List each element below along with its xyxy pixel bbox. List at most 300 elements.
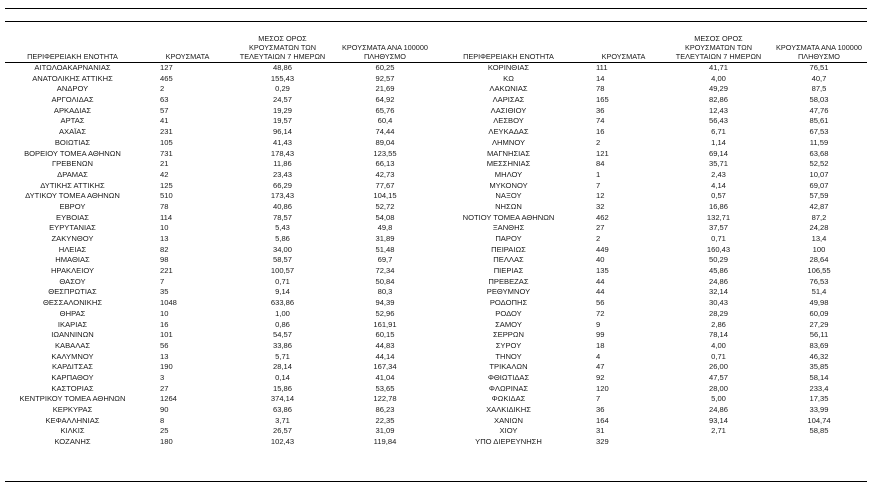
cell-per: 35,85 (809, 362, 829, 372)
cell-area: ΠΡΕΒΕΖΑΣ (488, 276, 529, 286)
cell-cases: 135 (596, 266, 609, 276)
cell-per: 49,98 (809, 298, 829, 308)
cell-avg: 0,71 (711, 351, 726, 361)
cell-cases: 190 (160, 362, 173, 372)
cell-per: 11,59 (809, 137, 829, 147)
cell-area: ΘΗΡΑΣ (59, 308, 86, 318)
cell-area: ΚΕΝΤΡΙΚΟΥ ΤΟΜΕΑ ΑΘΗΝΩΝ (19, 394, 126, 404)
table-row (5, 309, 440, 320)
cell-avg: 93,14 (708, 415, 728, 425)
cell-per: 63,68 (809, 148, 829, 158)
cell-cases: 40 (596, 255, 605, 265)
cell-avg: 0,14 (275, 372, 290, 382)
cell-cases: 78 (160, 201, 169, 211)
cell-per: 104,74 (807, 415, 831, 425)
cell-area: ΞΑΝΘΗΣ (492, 223, 525, 233)
cell-per: 44,14 (375, 351, 395, 361)
header-avg-line3: ΤΕΛΕΥΤΑΙΩΝ 7 ΗΜΕΡΩΝ (239, 52, 326, 61)
cell-avg: 19,29 (272, 105, 292, 115)
cell-cases: 31 (596, 426, 605, 436)
table-row (441, 159, 872, 170)
cell-avg: 28,00 (708, 383, 728, 393)
cell-avg: 132,71 (706, 212, 731, 222)
table-row (5, 149, 440, 160)
cell-cases: 57 (160, 105, 169, 115)
table-row (441, 84, 872, 95)
cell-cases: 72 (596, 308, 605, 318)
cell-per: 60,15 (375, 330, 395, 340)
cell-cases: 1264 (160, 394, 177, 404)
cell-avg: 5,00 (711, 394, 726, 404)
cell-area: ΚΑΛΥΜΝΟΥ (51, 351, 94, 361)
cell-per: 119,84 (373, 437, 397, 447)
cell-avg: 47,57 (708, 372, 728, 382)
cell-area: ΝΟΤΙΟΥ ΤΟΜΕΑ ΑΘΗΝΩΝ (462, 212, 555, 222)
cell-cases: 9 (596, 319, 601, 329)
cell-avg: 49,29 (708, 84, 728, 94)
header-avg-line2: ΚΡΟΥΣΜΑΤΩΝ ΤΩΝ (685, 43, 752, 52)
cell-per: 60,09 (809, 308, 829, 318)
cell-area: ΖΑΚΥΝΘΟΥ (51, 234, 94, 243)
cell-avg: 45,86 (708, 266, 728, 276)
table-row (441, 266, 872, 277)
table-row (441, 213, 872, 224)
cell-avg: 102,43 (270, 437, 295, 447)
cell-per: 233,4 (809, 383, 829, 393)
cell-per: 74,44 (375, 127, 395, 137)
table-row (441, 320, 872, 331)
cell-avg: 2,43 (711, 169, 726, 179)
cell-area: ΚΕΡΚΥΡΑΣ (52, 405, 93, 414)
cell-area: ΜΗΛΟΥ (494, 169, 523, 179)
header-per-line1: ΚΡΟΥΣΜΑΤΑ ΑΝΑ 100000 (342, 43, 428, 52)
cell-cases: 114 (160, 212, 173, 222)
cell-avg: 6,71 (711, 127, 726, 137)
cell-avg: 0,57 (711, 191, 726, 201)
cell-cases: 7 (160, 276, 165, 286)
cell-cases: 27 (160, 383, 169, 393)
table-top-rule (5, 8, 867, 9)
cell-cases: 465 (160, 73, 173, 83)
table-row (5, 84, 440, 95)
cell-area: ΣΑΜΟΥ (495, 319, 522, 329)
cell-per: 89,04 (375, 137, 395, 147)
cell-avg: 19,57 (272, 116, 292, 126)
cell-avg: 0,71 (711, 234, 726, 243)
cell-area: ΧΙΟΥ (499, 426, 518, 436)
cell-area: ΜΑΓΝΗΣΙΑΣ (486, 148, 531, 158)
table-row (441, 426, 872, 437)
cell-avg: 66,29 (272, 180, 292, 190)
cell-per: 67,53 (809, 127, 829, 137)
table-row (441, 437, 872, 448)
cell-area: ΚΕΦΑΛΛΗΝΙΑΣ (45, 415, 100, 425)
cell-avg: 26,00 (708, 362, 728, 372)
right-table (441, 63, 872, 448)
cell-area: ΛΕΣΒΟΥ (493, 116, 524, 126)
cell-avg: 78,57 (272, 212, 292, 222)
table-row (441, 202, 872, 213)
cell-area: ΝΗΣΩΝ (495, 201, 522, 211)
table-row (5, 213, 440, 224)
cell-avg: 23,43 (272, 169, 292, 179)
cell-area: ΦΘΙΩΤΙΔΑΣ (487, 372, 530, 382)
table-row (5, 138, 440, 149)
table-row (441, 127, 872, 138)
table-bottom-rule (5, 481, 867, 482)
header-area: ΠΕΡΙΦΕΡΕΙΑΚΗ ΕΝΟΤΗΤΑ (463, 52, 554, 61)
cell-per: 50,84 (375, 276, 395, 286)
cell-avg: 30,43 (708, 298, 728, 308)
cell-per: 52,72 (375, 201, 395, 211)
cell-avg: 9,14 (275, 287, 290, 297)
cell-cases: 121 (596, 148, 609, 158)
table-row (441, 116, 872, 127)
cell-cases: 12 (596, 191, 605, 201)
cell-area: ΠΑΡΟΥ (495, 234, 522, 243)
cell-avg: 374,14 (270, 394, 295, 404)
header-per-line2: ΠΛΗΘΥΣΜΟ (364, 52, 406, 61)
cell-cases: 1048 (160, 298, 177, 308)
cell-per: 42,87 (809, 201, 829, 211)
table-row (5, 170, 440, 181)
cell-per: 51,48 (375, 244, 395, 254)
cell-per: 24,28 (809, 223, 829, 233)
cell-avg: 0,29 (275, 84, 290, 94)
header-per-line1: ΚΡΟΥΣΜΑΤΑ ΑΝΑ 100000 (776, 43, 862, 52)
header-avg-line1: ΜΕΣΟΣ ΟΡΟΣ (694, 34, 743, 43)
cell-area: ΗΜΑΘΙΑΣ (55, 255, 90, 265)
cell-area: ΒΟΙΩΤΙΑΣ (54, 137, 91, 147)
cell-area: ΧΑΛΚΙΔΙΚΗΣ (486, 405, 531, 414)
cell-per: 46,32 (809, 351, 829, 361)
header-avg-line2: ΚΡΟΥΣΜΑΤΩΝ ΤΩΝ (249, 43, 316, 52)
cell-cases: 47 (596, 362, 605, 372)
cell-cases: 10 (160, 223, 169, 233)
right-header-row (441, 24, 872, 62)
table-row (441, 287, 872, 298)
table-top-rule-inner (5, 21, 867, 22)
cell-avg: 1,00 (275, 308, 290, 318)
cell-cases: 7 (596, 394, 601, 404)
table-row (441, 394, 872, 405)
cell-per: 65,76 (375, 105, 395, 115)
cell-per: 27,29 (809, 319, 829, 329)
cell-area: ΑΝΑΤΟΛΙΚΗΣ ΑΤΤΙΚΗΣ (32, 73, 113, 83)
cell-per: 54,08 (375, 212, 395, 222)
cell-cases: 44 (596, 287, 605, 297)
cell-per: 69,07 (809, 180, 829, 190)
table-row (441, 362, 872, 373)
cell-cases: 4 (596, 351, 601, 361)
table-row (5, 159, 440, 170)
cell-per: 83,69 (809, 340, 829, 350)
cell-cases: 98 (160, 255, 169, 265)
cell-per: 57,59 (809, 191, 829, 201)
cell-area: ΛΗΜΝΟΥ (491, 137, 526, 147)
cell-per: 86,23 (375, 405, 395, 414)
cell-cases: 10 (160, 308, 169, 318)
cell-cases: 36 (596, 405, 605, 414)
cell-per: 161,91 (373, 319, 397, 329)
cell-cases: 56 (160, 340, 169, 350)
cell-avg: 1,14 (711, 137, 726, 147)
table-row (5, 191, 440, 202)
cell-cases: 1 (596, 169, 601, 179)
cell-area: ΠΕΛΛΑΣ (493, 255, 524, 265)
cell-avg: 96,14 (272, 127, 292, 137)
cell-area: ΤΡΙΚΑΛΩΝ (489, 362, 528, 372)
table-row (5, 298, 440, 309)
table-row (5, 234, 440, 245)
cell-cases: 21 (160, 159, 169, 169)
cell-cases: 13 (160, 234, 169, 243)
cell-cases: 3 (160, 372, 165, 382)
table-row (5, 266, 440, 277)
table-row (5, 437, 440, 448)
header-cases: ΚΡΟΥΣΜΑΤΑ (165, 52, 210, 61)
table-row (5, 277, 440, 288)
cell-per (766, 437, 872, 448)
table-row (5, 426, 440, 437)
cell-area: ΠΙΕΡΙΑΣ (493, 266, 524, 276)
cell-cases: 14 (596, 73, 605, 83)
table-row (441, 223, 872, 234)
cell-cases: 231 (160, 127, 173, 137)
cell-area: ΔΥΤΙΚΟΥ ΤΟΜΕΑ ΑΘΗΝΩΝ (25, 191, 120, 201)
cell-per: 28,64 (809, 255, 829, 265)
cell-cases: 25 (160, 426, 169, 436)
cell-cases: 16 (160, 319, 169, 329)
cell-cases: 8 (160, 415, 165, 425)
cell-per: 94,39 (375, 298, 395, 308)
cell-avg: 11,86 (273, 159, 292, 169)
cell-avg: 24,57 (272, 95, 292, 105)
cell-per: 47,76 (809, 105, 829, 115)
cell-area: ΗΡΑΚΛΕΙΟΥ (50, 266, 95, 276)
cell-per: 87,2 (811, 212, 827, 222)
cell-avg: 48,86 (272, 63, 292, 72)
cell-area: ΜΥΚΟΝΟΥ (489, 180, 528, 190)
cell-per: 31,09 (375, 426, 395, 436)
cell-cases: 111 (596, 63, 608, 72)
cell-area: ΡΕΘΥΜΝΟΥ (486, 287, 531, 297)
table-row (441, 191, 872, 202)
table-row (5, 74, 440, 85)
cell-per: 85,61 (809, 116, 829, 126)
cell-avg: 28,14 (272, 362, 292, 372)
cell-area: ΛΑΚΩΝΙΑΣ (489, 84, 528, 94)
cell-per: 72,34 (375, 266, 395, 276)
table-row (5, 181, 440, 192)
cell-per: 44,83 (375, 340, 395, 350)
table-row (5, 362, 440, 373)
cell-area: ΘΑΣΟΥ (59, 276, 86, 286)
table-row (5, 341, 440, 352)
table-row (441, 170, 872, 181)
cell-per: 40,7 (811, 73, 827, 83)
cell-avg: 2,86 (711, 319, 726, 329)
cell-area: ΕΥΒΟΙΑΣ (56, 212, 89, 222)
cell-avg: 56,43 (708, 116, 728, 126)
table-row (5, 255, 440, 266)
cell-area: ΑΡΓΟΛΙΔΑΣ (51, 95, 94, 105)
table-row (441, 405, 872, 416)
cell-per: 92,57 (375, 73, 395, 83)
header-avg-line3: ΤΕΛΕΥΤΑΙΩΝ 7 ΗΜΕΡΩΝ (675, 52, 762, 61)
cell-cases: 42 (160, 169, 169, 179)
table-row (5, 330, 440, 341)
cell-avg: 41,71 (708, 63, 728, 72)
table-row (441, 138, 872, 149)
table-row (441, 298, 872, 309)
cell-cases: 92 (596, 372, 605, 382)
cell-area: ΑΡΤΑΣ (60, 116, 85, 126)
table-row (5, 320, 440, 331)
cell-area: ΑΙΤΩΛΟΑΚΑΡΝΑΝΙΑΣ (34, 63, 111, 72)
cell-cases: 41 (160, 116, 169, 126)
header-avg (671, 34, 766, 62)
cell-per: 31,89 (375, 234, 395, 243)
left-header-row (5, 24, 440, 62)
table-row (441, 245, 872, 256)
cell-per: 104,15 (373, 191, 397, 201)
cell-avg: 160,43 (706, 244, 731, 254)
cell-area: ΙΩΑΝΝΙΝΩΝ (51, 330, 94, 340)
cell-avg: 100,57 (270, 266, 295, 276)
cell-per: 122,78 (373, 394, 397, 404)
cell-area: ΑΧΑΪΑΣ (58, 127, 87, 137)
cell-area: ΤΗΝΟΥ (495, 351, 522, 361)
cell-avg: 32,14 (708, 287, 728, 297)
table-row (5, 373, 440, 384)
table-row (441, 416, 872, 427)
cell-avg: 82,86 (708, 95, 728, 105)
table-row (5, 245, 440, 256)
cell-cases: 56 (596, 298, 605, 308)
cell-cases: 27 (596, 223, 605, 233)
table-row (5, 223, 440, 234)
cell-avg: 33,86 (272, 340, 292, 350)
cell-area: ΦΩΚΙΔΑΣ (491, 394, 526, 404)
cell-cases: 16 (596, 127, 605, 137)
cell-per: 58,85 (809, 426, 829, 436)
table-row (441, 106, 872, 117)
table-row (5, 106, 440, 117)
cell-area: ΚΑΣΤΟΡΙΑΣ (51, 383, 94, 393)
table-row (5, 405, 440, 416)
cell-cases: 7 (596, 180, 601, 190)
cell-per: 60,4 (377, 116, 393, 126)
table-row (5, 352, 440, 363)
cell-cases: 82 (160, 244, 169, 254)
cell-avg: 58,57 (272, 255, 292, 265)
cell-avg: 15,86 (272, 383, 292, 393)
cell-area: ΝΑΞΟΥ (495, 191, 522, 201)
cell-area: ΛΑΡΙΣΑΣ (492, 95, 525, 105)
table-row (5, 287, 440, 298)
cell-avg: 155,43 (270, 73, 295, 83)
cell-cases: 32 (596, 201, 605, 211)
cell-area: ΣΥΡΟΥ (495, 340, 522, 350)
table-row (441, 352, 872, 363)
table-row (441, 309, 872, 320)
header-cases: ΚΡΟΥΣΜΑΤΑ (601, 52, 646, 61)
cell-per: 58,03 (809, 95, 829, 105)
table-row (441, 74, 872, 85)
cell-area: ΦΛΩΡΙΝΑΣ (488, 383, 529, 393)
table-row (441, 277, 872, 288)
cell-cases: 165 (596, 95, 609, 105)
cell-per: 106,55 (807, 266, 831, 276)
cell-area: ΔΡΑΜΑΣ (57, 169, 88, 179)
cell-per: 22,35 (375, 415, 395, 425)
cell-cases: 44 (596, 276, 605, 286)
header-per-line2: ΠΛΗΘΥΣΜΟ (798, 52, 840, 61)
header-per (766, 43, 872, 62)
cell-cases: 127 (160, 63, 173, 72)
cell-area: ΚΑΡΠΑΘΟΥ (51, 372, 94, 382)
cell-per: 100 (812, 244, 826, 254)
cell-cases: 164 (596, 415, 609, 425)
cell-per: 52,96 (375, 308, 395, 318)
cell-per: 76,53 (809, 276, 829, 286)
cell-avg: 2,71 (711, 426, 726, 436)
cell-cases: 99 (596, 330, 605, 340)
table-row (441, 181, 872, 192)
cell-area: ΛΑΣΙΘΙΟΥ (490, 105, 527, 115)
cell-cases: 449 (596, 244, 609, 254)
cell-cases: 462 (596, 212, 609, 222)
cell-cases: 731 (160, 148, 173, 158)
cell-cases: 101 (160, 330, 173, 340)
cell-avg: 16,86 (708, 201, 728, 211)
cell-per: 49,8 (377, 223, 393, 233)
cell-area: ΜΕΣΣΗΝΙΑΣ (486, 159, 531, 169)
cell-per: 33,99 (809, 405, 829, 414)
cell-avg: 633,86 (270, 298, 295, 308)
cell-avg: 35,71 (708, 159, 728, 169)
cell-avg: 5,71 (275, 351, 290, 361)
cell-avg: 54,57 (272, 330, 292, 340)
cell-per: 10,07 (809, 169, 829, 179)
cell-avg: 4,00 (711, 340, 726, 350)
cell-area: ΙΚΑΡΙΑΣ (57, 319, 88, 329)
cell-cases: 329 (596, 437, 609, 447)
cell-per: 58,14 (809, 372, 829, 382)
cell-per: 52,52 (809, 159, 829, 169)
cell-per: 66,13 (375, 159, 395, 169)
cell-avg: 24,86 (708, 276, 728, 286)
cell-area: ΛΕΥΚΑΔΑΣ (488, 127, 529, 137)
cell-per: 123,55 (373, 148, 397, 158)
cell-avg: 178,43 (270, 148, 295, 158)
table-row (441, 95, 872, 106)
table-row (5, 384, 440, 395)
table-row (5, 63, 440, 74)
cell-avg (671, 437, 766, 448)
cell-avg: 12,43 (708, 105, 728, 115)
cell-cases: 13 (160, 351, 169, 361)
cell-cases: 74 (596, 116, 605, 126)
table-row (5, 394, 440, 405)
cell-cases: 125 (160, 180, 173, 190)
table-row (5, 127, 440, 138)
cell-per: 60,25 (375, 63, 395, 72)
table-row (441, 149, 872, 160)
cell-area: ΡΟΔΟΠΗΣ (489, 298, 528, 308)
table-row (5, 202, 440, 213)
